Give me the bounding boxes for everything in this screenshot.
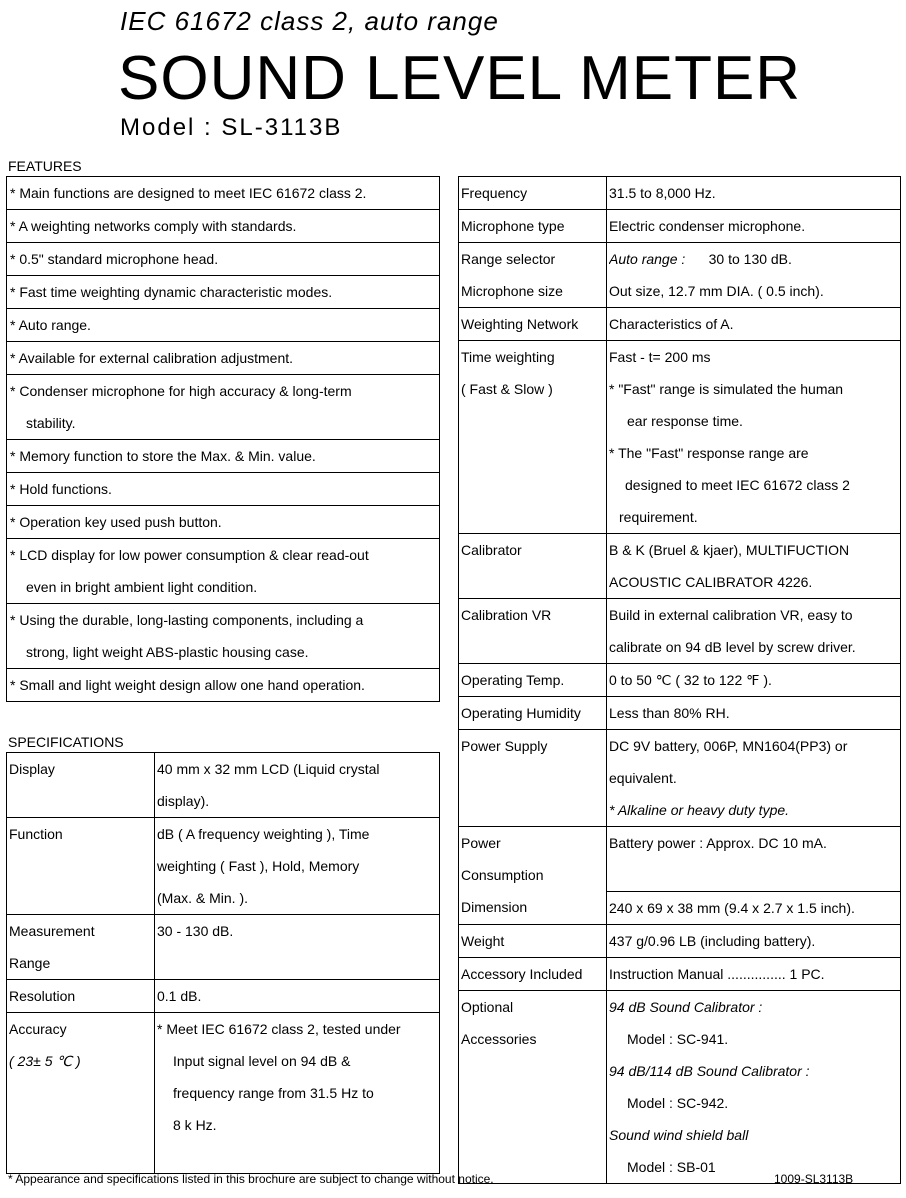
table-row: Calibrator B & K (Bruel & kjaer), MULTIFUCTION ACOUSTIC CALIBRATOR 4226. [459,534,901,599]
table-row: Resolution 0.1 dB. [7,980,440,1013]
table-row: Optional Accessories 94 dB Sound Calibrator : Model : SC-941. 94 dB/114 dB Sound Calibrator : Model : SC-942. Sound wind shield ball Model : SB-01 [459,990,901,1183]
table-row: Weight 437 g/0.96 LB (including battery). [459,924,901,957]
list-item: * A weighting networks comply with standards. [7,210,440,243]
table-row: Power Supply DC 9V battery, 006P, MN1604(PP3) or equivalent. * Alkaline or heavy duty type. [459,730,901,827]
list-item: * Auto range. [7,309,440,342]
disclaimer-note: * Appearance and specifications listed in this brochure are subject to change without notice. [8,1172,494,1186]
model-number: Model : SL-3113B [120,114,343,141]
features-heading: FEATURES [8,158,82,174]
table-row: Accuracy ( 23± 5 ℃ ) * Meet IEC 61672 class 2, tested under Input signal level on 94 dB & frequency range from 31.5 Hz to 8 k Hz. [7,1013,440,1174]
list-item: * Hold functions. [7,473,440,506]
table-row: Frequency 31.5 to 8,000 Hz. [459,177,901,210]
list-item: * Operation key used push button. [7,506,440,539]
list-item: * Small and light weight design allow one hand operation. [7,669,440,702]
table-row: Display 40 mm x 32 mm LCD (Liquid crystal display). [7,753,440,818]
table-row: Function dB ( A frequency weighting ), Time weighting ( Fast ), Hold, Memory (Max. & Min. ). [7,818,440,915]
list-item: * Condenser microphone for high accuracy & long-term stability. [7,375,440,440]
list-item: * LCD display for low power consumption & clear read-out even in bright ambient light condition. [7,539,440,604]
list-item: * Available for external calibration adjustment. [7,342,440,375]
subtitle: IEC 61672 class 2, auto range [120,6,499,36]
specifications-heading: SPECIFICATIONS [8,734,124,750]
features-table [6,176,440,702]
specifications-table-left [6,752,440,1174]
table-row: Operating Humidity Less than 80% RH. [459,697,901,730]
table-row: Calibration VR Build in external calibration VR, easy to calibrate on 94 dB level by screw driver. [459,599,901,664]
table-row: Power Consumption Battery power : Approx. DC 10 mA. [459,827,901,892]
table-row: Dimension 240 x 69 x 38 mm (9.4 x 2.7 x 1.5 inch). [459,891,901,924]
specifications-table-right [458,176,901,1184]
table-row: Microphone type Electric condenser microphone. [459,210,901,243]
document-code: 1009-SL3113B [774,1172,854,1186]
table-row: Accessory Included Instruction Manual ............... 1 PC. [459,957,901,990]
table-row: Weighting Network Characteristics of A. [459,308,901,341]
list-item: * Using the durable, long-lasting components, including a strong, light weight ABS-plastic housing case. [7,604,440,669]
list-item: * Memory function to store the Max. & Min. value. [7,440,440,473]
table-row: Time weighting ( Fast & Slow ) Fast - t= 200 ms * "Fast" range is simulated the human ear response time. * The "Fast" response range are designed to meet IEC 61672 class 2 requirement. [459,341,901,534]
table-row: Operating Temp. 0 to 50 ℃ ( 32 to 122 ℉ ). [459,664,901,697]
page-title: SOUND LEVEL METER [118,44,802,113]
list-item: * 0.5" standard microphone head. [7,243,440,276]
table-row: Range selector Auto range : 30 to 130 dB. [459,243,901,276]
list-item: * Main functions are designed to meet IEC 61672 class 2. [7,177,440,210]
table-row: Measurement Range 30 - 130 dB. [7,915,440,980]
table-row: Microphone size Out size, 12.7 mm DIA. ( 0.5 inch). [459,275,901,308]
list-item: * Fast time weighting dynamic characteristic modes. [7,276,440,309]
